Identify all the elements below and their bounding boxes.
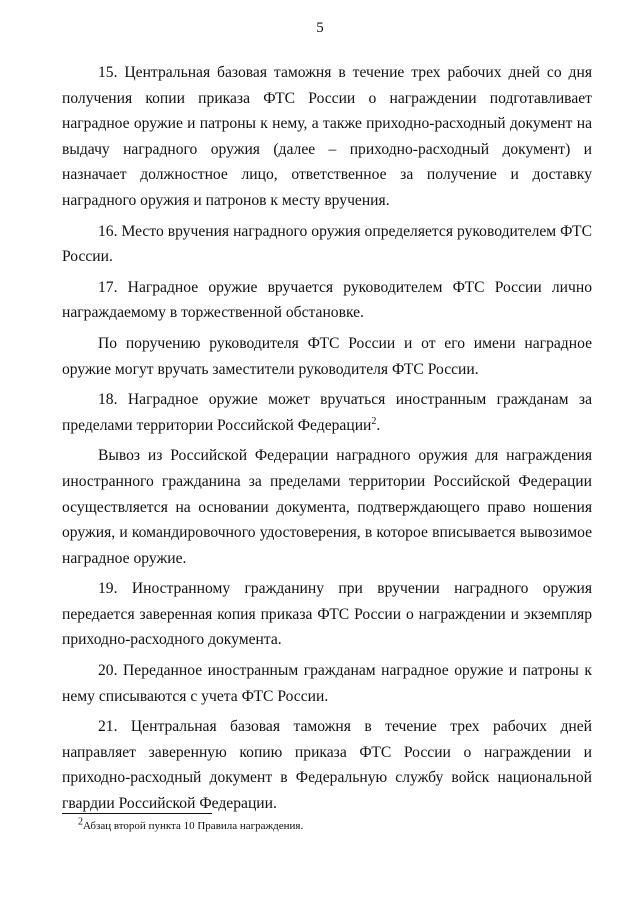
paragraph-21: 21. Центральная базовая таможня в течение трех рабочих дней направляет заверенную копию приказа ФТС России о награждении и приходно-расходный документ в Федеральную службу войск национальной гвардии Российской Федерации. <box>62 718 592 813</box>
paragraph-18-end: . <box>376 416 381 434</box>
paragraph-20: 20. Переданное иностранным гражданам наградное оружие и патроны к нему списываются с учета ФТС России. <box>62 662 592 705</box>
footnote-reference: 2 <box>371 415 377 427</box>
paragraph-18 <box>62 387 592 438</box>
paragraph-17-second: По поручению руководителя ФТС России и от его имени наградное оружие могут вручать заместители руководителя ФТС России. <box>62 334 592 378</box>
paragraph-19: 19. Иностранному гражданину при вручении наградного оружия передается заверенная копия приказа ФТС России о награждении и экземпляр приходно-расходного документа. <box>62 580 592 649</box>
footnote-divider <box>62 813 212 814</box>
paragraph-18-second: Вывоз из Российской Федерации наградного оружия для награждения иностранного гражданина за пределами территории Российской Федерации осуществляется на основании документа, подтверждающего право ношения оружия, и командировочного удостоверения, в которое вписывается вывозимое наградное оружие. <box>62 447 592 567</box>
body-text <box>62 60 592 822</box>
paragraph-18-text: 18. Наградное оружие может вручаться иностранным гражданам за пределами территории Российской Федерации <box>62 391 592 434</box>
paragraph-17: 17. Наградное оружие вручается руководителем ФТС России лично награждаемому в торжественной обстановке. <box>62 278 592 322</box>
paragraph-16: 16. Место вручения наградного оружия определяется руководителем ФТС России. <box>62 222 592 266</box>
footnote-text: Абзац второй пункта 10 Правила награждения. <box>83 820 304 832</box>
footnote-mark: 2 <box>78 816 83 828</box>
footnote <box>78 816 304 833</box>
paragraph-15: 15. Центральная базовая таможня в течение трех рабочих дней со дня получения копии приказа ФТС России о награждении подготавливает наградное оружие и патроны к нему, а также приходно-расходный документ на выдачу наградного оружия (далее – приходно-расходный документ) и назначает должностное лицо, ответственное за получение и доставку наградного оружия и патронов к месту вручения. <box>62 64 592 209</box>
page-number: 5 <box>316 20 324 36</box>
